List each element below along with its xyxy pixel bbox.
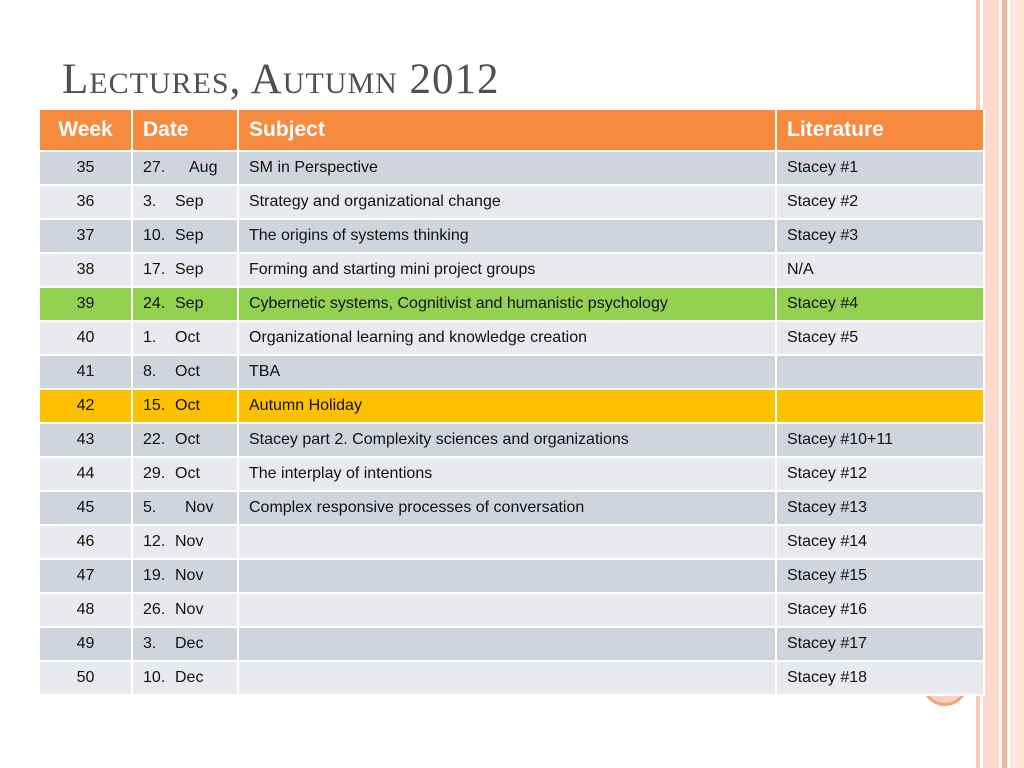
subject-cell: Complex responsive processes of conversation: [238, 491, 776, 525]
literature-cell: Stacey #13: [776, 491, 984, 525]
table-row: [40, 457, 984, 491]
date-cell: [132, 627, 238, 661]
date-day: 26.: [143, 601, 166, 618]
table-row: [40, 219, 984, 253]
date-day: 15.: [143, 397, 166, 414]
literature-cell: Stacey #1: [776, 151, 984, 185]
literature-cell: Stacey #16: [776, 593, 984, 627]
week-cell: 43: [40, 423, 132, 457]
date-cell: [132, 559, 238, 593]
stripe: [1002, 0, 1007, 768]
subject-cell: The interplay of intentions: [238, 457, 776, 491]
table-row: [40, 491, 984, 525]
table-row: [40, 423, 984, 457]
week-cell: 38: [40, 253, 132, 287]
date-cell: [132, 151, 238, 185]
subject-cell: [238, 661, 776, 695]
date-month: Oct: [175, 465, 200, 482]
week-cell: 50: [40, 661, 132, 695]
header-row: [40, 110, 984, 151]
literature-cell: [776, 355, 984, 389]
subject-cell: TBA: [238, 355, 776, 389]
week-cell: 45: [40, 491, 132, 525]
week-cell: 49: [40, 627, 132, 661]
date-cell: [132, 253, 238, 287]
date-cell: [132, 355, 238, 389]
week-cell: 37: [40, 219, 132, 253]
literature-cell: Stacey #4: [776, 287, 984, 321]
header-week: Week: [40, 110, 132, 151]
date-month: Dec: [175, 635, 204, 652]
literature-cell: Stacey #15: [776, 559, 984, 593]
subject-cell: Forming and starting mini project groups: [238, 253, 776, 287]
subject-cell: The origins of systems thinking: [238, 219, 776, 253]
subject-cell: SM in Perspective: [238, 151, 776, 185]
subject-cell: Autumn Holiday: [238, 389, 776, 423]
date-day: 5.: [143, 499, 157, 516]
week-cell: 35: [40, 151, 132, 185]
subject-cell: [238, 559, 776, 593]
week-cell: 42: [40, 389, 132, 423]
date-month: Nov: [175, 601, 204, 618]
date-cell: [132, 491, 238, 525]
literature-cell: N/A: [776, 253, 984, 287]
table-row: [40, 661, 984, 695]
table-row-highlight: [40, 287, 984, 321]
date-cell: [132, 185, 238, 219]
date-day: 24.: [143, 295, 166, 312]
date-day: 3.: [143, 193, 157, 210]
lecture-schedule-table: [40, 110, 985, 696]
slide-title: Lectures, Autumn 2012: [62, 56, 500, 103]
date-cell: [132, 287, 238, 321]
date-day: 17.: [143, 261, 166, 278]
table-row: [40, 559, 984, 593]
table-row-highlight: [40, 389, 984, 423]
week-cell: 41: [40, 355, 132, 389]
table-row: [40, 253, 984, 287]
date-cell: [132, 593, 238, 627]
week-cell: 48: [40, 593, 132, 627]
header-subject: Subject: [238, 110, 776, 151]
table-row: [40, 185, 984, 219]
date-cell: [132, 389, 238, 423]
date-month: Oct: [175, 397, 200, 414]
date-cell: [132, 219, 238, 253]
table-row: [40, 321, 984, 355]
literature-cell: Stacey #5: [776, 321, 984, 355]
date-day: 27.: [143, 159, 166, 176]
date-cell: [132, 423, 238, 457]
date-day: 22.: [143, 431, 166, 448]
date-month: Nov: [175, 567, 204, 584]
date-cell: [132, 661, 238, 695]
date-cell: [132, 321, 238, 355]
date-day: 10.: [143, 227, 166, 244]
week-cell: 44: [40, 457, 132, 491]
date-month: Sep: [175, 193, 204, 210]
date-day: 19.: [143, 567, 166, 584]
subject-cell: Organizational learning and knowledge creation: [238, 321, 776, 355]
stripe: [983, 0, 999, 768]
subject-cell: [238, 593, 776, 627]
literature-cell: Stacey #12: [776, 457, 984, 491]
table-row: [40, 355, 984, 389]
literature-cell: Stacey #17: [776, 627, 984, 661]
date-month: Oct: [175, 363, 200, 380]
stripe: [1010, 0, 1024, 768]
subject-cell: [238, 627, 776, 661]
subject-cell: [238, 525, 776, 559]
date-day: 1.: [143, 329, 157, 346]
date-cell: [132, 525, 238, 559]
subject-cell: Stacey part 2. Complexity sciences and organizations: [238, 423, 776, 457]
literature-cell: Stacey #2: [776, 185, 984, 219]
date-day: 29.: [143, 465, 166, 482]
week-cell: 46: [40, 525, 132, 559]
date-day: 8.: [143, 363, 157, 380]
table-row: [40, 593, 984, 627]
week-cell: 39: [40, 287, 132, 321]
date-month: Dec: [175, 669, 204, 686]
date-cell: [132, 457, 238, 491]
table-row: [40, 627, 984, 661]
literature-cell: Stacey #18: [776, 661, 984, 695]
literature-cell: [776, 389, 984, 423]
date-month: Sep: [175, 227, 204, 244]
date-day: 10.: [143, 669, 166, 686]
date-month: Aug: [189, 159, 218, 176]
subject-cell: Strategy and organizational change: [238, 185, 776, 219]
subject-cell: Cybernetic systems, Cognitivist and humanistic psychology: [238, 287, 776, 321]
literature-cell: Stacey #14: [776, 525, 984, 559]
date-month: Sep: [175, 295, 204, 312]
header-literature: Literature: [776, 110, 984, 151]
week-cell: 36: [40, 185, 132, 219]
literature-cell: Stacey #10+11: [776, 423, 984, 457]
week-cell: 40: [40, 321, 132, 355]
date-day: 3.: [143, 635, 157, 652]
week-cell: 47: [40, 559, 132, 593]
table-row: [40, 525, 984, 559]
literature-cell: Stacey #3: [776, 219, 984, 253]
table-row: [40, 151, 984, 185]
date-day: 12.: [143, 533, 166, 550]
date-month: Sep: [175, 261, 204, 278]
date-month: Oct: [175, 431, 200, 448]
header-date: Date: [132, 110, 238, 151]
date-month: Nov: [175, 533, 204, 550]
date-month: Nov: [185, 499, 214, 516]
date-month: Oct: [175, 329, 200, 346]
